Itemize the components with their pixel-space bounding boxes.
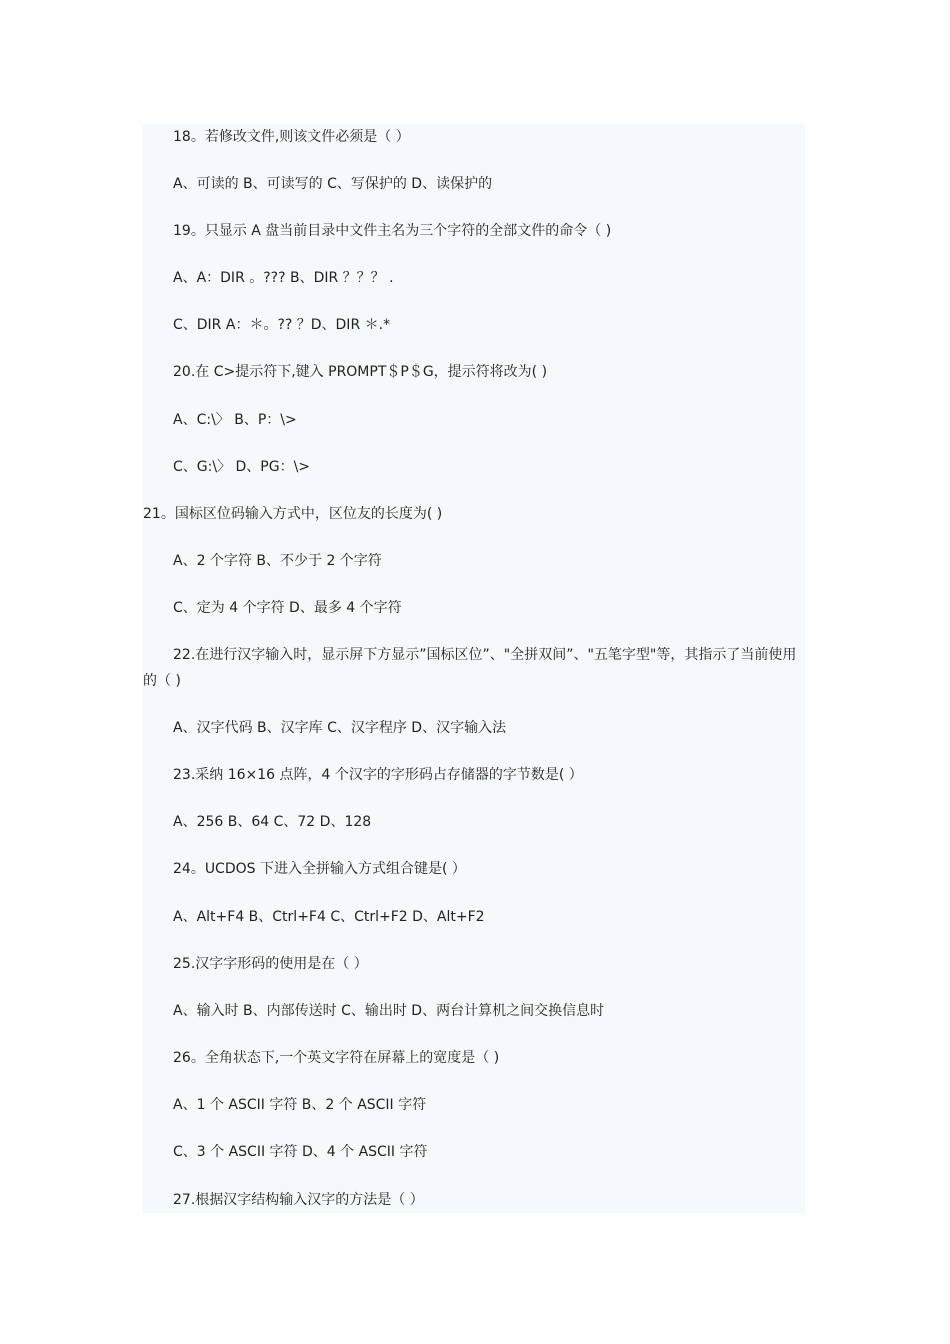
question-27: 27.根据汉字结构输入汉字的方法是（ ） [173, 1192, 424, 1208]
options-19-cd: C、DIR A：＊。?? ？D、DIR ＊.* [173, 317, 391, 333]
options-21-cd: C、定为 4 个字符 D、最多 4 个字符 [173, 600, 402, 616]
options-20-cd: C、G:\〉 D、PG：\> [173, 459, 311, 475]
options-22: A、汉字代码 B、汉字库 C、汉字程序 D、汉字输入法 [173, 720, 507, 736]
question-24: 24。UCDOS 下进入全拼输入方式组合键是( ） [173, 861, 466, 877]
options-23: A、256 B、64 C、72 D、128 [173, 814, 372, 830]
document-body [143, 124, 805, 1213]
question-20: 20.在 C>提示符下,键入 PROMPT＄P＄G，提示符将改为( ) [173, 364, 548, 380]
question-22: 22.在进行汉字输入时，显示屏下方显示”国标区位”、"全拼双间”、"五笔字型"等，其指示了当前使用的（ ) [143, 647, 797, 689]
options-26-ab: A、1 个 ASCII 字符 B、2 个 ASCII 字符 [173, 1097, 427, 1113]
options-24: A、Alt+F4 B、Ctrl+F4 C、Ctrl+F2 D、Alt+F2 [173, 909, 485, 925]
options-25: A、输入时 B、内部传送时 C、输出时 D、两台计算机之间交换信息时 [173, 1003, 605, 1019]
question-25: 25.汉字字形码的使用是在（ ） [173, 956, 368, 972]
options-21-ab: A、2 个字符 B、不少于 2 个字符 [173, 553, 382, 569]
question-18: 18。若修改文件,则该文件必须是（ ） [173, 129, 410, 145]
options-18: A、可读的 B、可读写的 C、写保护的 D、读保护的 [173, 176, 493, 192]
question-23: 23.采纳 16×16 点阵，4 个汉字的字形码占存储器的字节数是( ） [173, 767, 583, 783]
question-21: 21。国标区位码输入方式中，区位友的长度为( ) [143, 506, 443, 522]
question-19: 19。只显示 A 盘当前目录中文件主名为三个字符的全部文件的命令（ ) [173, 223, 612, 239]
question-26: 26。全角状态下,一个英文字符在屏幕上的宽度是（ ) [173, 1050, 500, 1066]
options-20-ab: A、C:\〉 B、P：\> [173, 412, 297, 428]
options-19-ab: A、A：DIR 。??? B、DIR ？？？ . [173, 270, 394, 286]
options-26-cd: C、3 个 ASCII 字符 D、4 个 ASCII 字符 [173, 1144, 428, 1160]
